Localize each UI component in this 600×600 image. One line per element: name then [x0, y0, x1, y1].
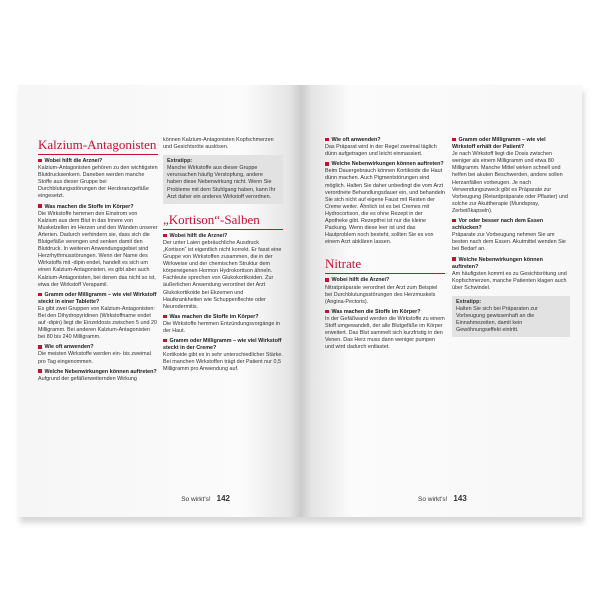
extratipp-text: Manche Wirkstoffe aus dieser Gruppe verursachen häufig Verstopfung, andere haben diese Nebenwirkung nicht. Wenn Sie Probleme mit dem Stuhlgang haben, kann Ihr Arzt daher ein anderes Wirkstoff verordnen. [167, 165, 276, 200]
question-heading [163, 338, 283, 352]
question-text: Wobei hilft die Arznei? [44, 158, 103, 164]
question-heading [325, 309, 445, 316]
answer-text: Die Wirkstoffe hemmen Entzündungsvorgänge in der Haut. [163, 320, 281, 334]
page-number: 142 [216, 494, 230, 503]
left-page [18, 85, 300, 517]
question-heading [452, 257, 570, 271]
square-bullet-icon [325, 162, 329, 166]
answer-text: Die Wirkstoffe hemmen den Einstrom von Kalzium aus dem Blut in das Innere von Muskelzellen im Herzen und den Wänden unserer Arterien. Dadurch verhindern sie, dass sich die Blutgefäße verengen und senken damit den Blutdruck. In weiteren Anwendungsgebiet sind Herzrhythmusstörungen. Wenn der Name des Wirkstoffs mit -dipin endet, handelt es sich um einen Kalzium-Antagonisten, es gibt aber auch Kalzium-Antagonisten, bei denen das nicht so ist, etwa der Wirkstoff Verapamil. [38, 210, 158, 288]
answer-text: Kalzium-Antagonisten gehören zu den wichtigsten Blutdrucksenkern. Daneben werden manche Stoffe aus dieser Gruppe bei Durchblutungsstörungen der Herzkranzgefäße eingesetzt. [38, 165, 158, 200]
question-text: Vor oder besser nach dem Essen schlucken? [452, 218, 544, 232]
answer-text: Nitratpräparate verordnet der Arzt zum Beispiel bei Durchblutungsstörungen des Herzmuskels (Angina-Pectoris). [325, 284, 438, 305]
question-text: Wie oft anwenden? [331, 137, 381, 143]
question-text: Gramm oder Milligramm – wie viel Wirkstoff steckt in einer Tablette? [38, 291, 157, 305]
left-footer [181, 494, 230, 503]
answer-text: können Kalzium-Antagonisten Kopfschmerzen und Gesichtsröte auslösen. [163, 137, 274, 151]
page-number: 143 [453, 494, 467, 503]
answer-text: Kortikoide gibt es in sehr unterschiedlicher Stärke. Bei manchen Wirkstoffen trägt der Patient nur 0,5 Milligramm pro Anwendung auf. [163, 352, 283, 373]
section-title-nitrate: Nitrate [325, 256, 445, 274]
square-bullet-icon [163, 339, 167, 343]
answer-text: Das Präparat wird in der Regel zweimal täglich dünn aufgetragen und leicht einmassiert. [325, 144, 437, 158]
square-bullet-icon [452, 138, 456, 142]
question-heading [38, 344, 158, 351]
extratipp-title: Extratipp: [456, 298, 482, 305]
section-title-kalzium: Kalzium-Antagonisten [38, 137, 158, 155]
answer-text: Beim Dauergebrauch können Kortikoide die Haut dünn machen. Auch Pigmentstörungen sind möglich. Halten Sie daher unbedingt die vom Arzt verordnete Behandlungsdauer ein, und behandeln Sie sich nicht auf eigene Faust mit Resten der Creme weiter. Ähnlich ist es bei Cremes mit Hydrocortison, die es ohne Rezept in der Apotheke gibt. Rezeptfrei ist nur die kleine Packung. Wenn diese leer ist und das Hautproblem noch besteht, sollten Sie es von einem Arzt abklären lassen. [325, 168, 445, 246]
question-text: Was machen die Stoffe im Körper? [169, 313, 259, 320]
question-heading [38, 292, 158, 306]
square-bullet-icon [325, 278, 329, 282]
square-bullet-icon [38, 159, 42, 163]
question-heading [325, 137, 445, 144]
right-column-2 [452, 137, 570, 341]
question-text: Wie oft anwenden? [44, 344, 94, 351]
square-bullet-icon [163, 234, 167, 238]
square-bullet-icon [38, 369, 42, 373]
right-footer [418, 494, 467, 503]
question-text: Wobei hilft die Arznei? [331, 277, 390, 284]
question-heading [452, 218, 570, 232]
question-text: Gramm oder Milligramm – wie viel Wirkstoff steckt in der Creme? [163, 338, 282, 352]
square-bullet-icon [452, 257, 456, 261]
square-bullet-icon [38, 293, 42, 297]
question-heading [452, 137, 570, 151]
square-bullet-icon [163, 315, 167, 319]
footer-label: So wirkt's! [181, 496, 211, 503]
extratipp-box [163, 155, 283, 204]
question-heading [325, 161, 445, 168]
answer-text: Die meisten Wirkstoffe werden ein- bis zweimal pro Tag eingenommen. [38, 351, 151, 365]
answer-text: Je nach Wirkstoff liegt die Dosis zwischen weniger als einem Milligramm und etwa 80 Milligramm. Manche Mittel wirken schnell und helfen bei akuten Beschwerden, andere sollen Herzanfällen vorbeugen. Je nach Verwendungszweck gibt es Präparate zur Vorbeugung (Retardpräparate oder Pflaster) und solche zur Akuttherapie (Mundspray, Zerbeißkapseln). [452, 151, 568, 214]
left-column-1 [38, 137, 158, 384]
answer-text: Der unter Laien gebräuchliche Ausdruck „Kortison“ ist eigentlich nicht korrekt. Er fasst eine Gruppe von Wirkstoffen zusammen, die in der Wirkweise und der chemischen Struktur dem körpereigenen Hormon Hydrokortison ähneln. Fachleute sprechen von Glukokortikoiden. Zur äußerlichen Anwendung verordnet der Arzt Glukokortikoide bei Ekzemen und Hautkrankheiten wie Schuppenflechte oder Neurodermitis. [163, 239, 282, 310]
question-heading [163, 314, 283, 321]
open-book [18, 85, 582, 517]
answer-text: In der Gefäßwand werden die Wirkstoffe zu einem Stoff umgewandelt, der alle Blutgefäße im Körper erweitert. Das Blut sammelt sich kurzfristig in den Venen. Das Herz muss dann weniger pumpen und wird dadurch entlastet. [325, 315, 445, 351]
question-heading [38, 158, 158, 165]
right-page [300, 85, 582, 517]
square-bullet-icon [325, 310, 329, 314]
extratipp-box [452, 296, 570, 337]
question-text: Welche Nebenwirkungen können auftreten? [452, 256, 543, 270]
question-heading [38, 369, 158, 376]
footer-label: So wirkt's! [418, 496, 448, 503]
square-bullet-icon [38, 345, 42, 349]
answer-text: Präparate zur Vorbeugung nehmen Sie am besten nach dem Essen. Akutmittel wenden Sie bei Bedarf an. [452, 232, 566, 253]
question-heading [325, 277, 445, 284]
left-column-2 [163, 137, 283, 375]
question-text: Was machen die Stoffe im Körper? [331, 308, 421, 315]
question-text: Welche Nebenwirkungen können auftreten? [44, 368, 157, 375]
question-text: Wobei hilft die Arznei? [169, 232, 228, 239]
answer-text: Am häufigsten kommt es zu Gesichtsrötung und Kopfschmerzen, manche Patienten klagen auch über Schwindel. [452, 270, 567, 291]
square-bullet-icon [38, 204, 42, 208]
question-text: Gramm oder Milligramm – wie viel Wirkstoff erhält der Patient? [452, 137, 546, 151]
extratipp-title: Extratipp: [167, 158, 193, 165]
right-column-1 [325, 137, 445, 352]
answer-text: Es gibt zwei Gruppen von Kalzium-Antagonisten: Bei den Dihydropyridinen (Wirkstoffname endet auf -dipin) liegt die Einzeldosis zwischen 5 und 20 Milligramm. Bei anderen Kalzium-Antagonisten bei 80 bis 240 Milligramm. [38, 305, 157, 341]
section-title-kortison: „Kortison“-Salben [163, 212, 283, 230]
question-text: Welche Nebenwirkungen können auftreten? [331, 161, 444, 168]
question-text: Was machen die Stoffe im Körper? [44, 203, 134, 210]
question-heading [38, 204, 158, 211]
answer-text: Aufgrund der gefäßerweiternden Wirkung [38, 375, 137, 382]
question-heading [163, 233, 283, 240]
square-bullet-icon [452, 219, 456, 223]
square-bullet-icon [325, 138, 329, 142]
extratipp-text: Halten Sie sich bei Präparaten zur Vorbeugung gewissenhaft an die Einnahmezeiten, damit kein Gewöhnungseffekt eintritt. [456, 306, 538, 334]
